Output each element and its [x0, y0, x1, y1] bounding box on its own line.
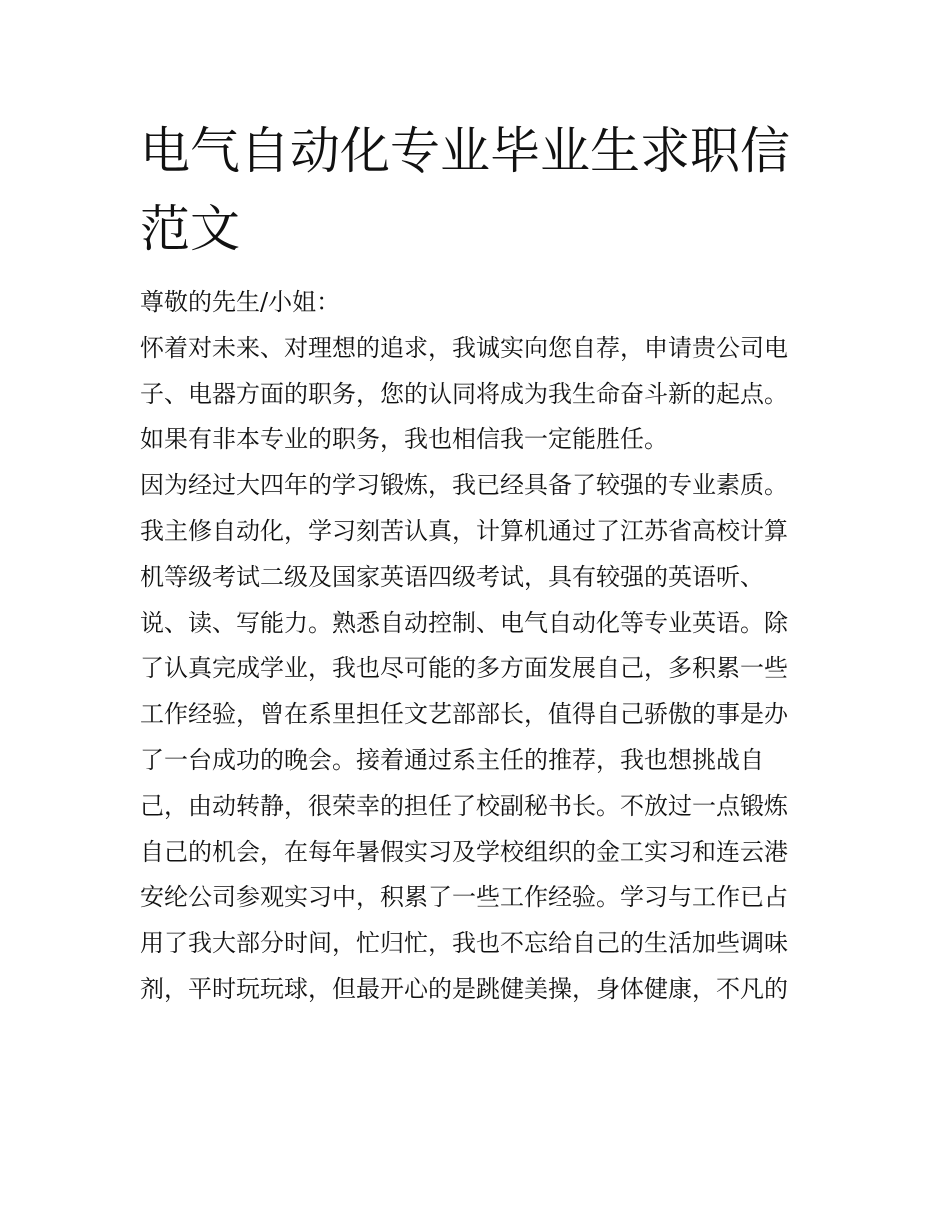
body-line: 安纶公司参观实习中，积累了一些工作经验。学习与工作已占 — [140, 883, 788, 912]
title-line: 电气自动化专业毕业生求职信 — [140, 122, 790, 180]
body-line: 因为经过大四年的学习锻炼，我已经具备了较强的专业素质。 — [140, 471, 788, 500]
body-line: 用了我大部分时间，忙归忙，我也不忘给自己的生活加些调味 — [140, 929, 788, 958]
document-title — [140, 112, 830, 268]
letter-body — [140, 280, 830, 1013]
body-line: 怀着对未来、对理想的追求，我诚实向您自荐，申请贵公司电 — [140, 333, 788, 362]
body-line: 说、读、写能力。熟悉自动控制、电气自动化等专业英语。除 — [140, 608, 788, 637]
body-line: 了一台成功的晚会。接着通过系主任的推荐，我也想挑战自 — [140, 745, 764, 774]
body-line: 自己的机会，在每年暑假实习及学校组织的金工实习和连云港 — [140, 837, 788, 866]
body-line: 子、电器方面的职务，您的认同将成为我生命奋斗新的起点。 — [140, 379, 788, 408]
body-line: 我主修自动化，学习刻苦认真，计算机通过了江苏省高校计算 — [140, 516, 788, 545]
title-line: 范文 — [140, 200, 240, 258]
body-line: 己，由动转静，很荣幸的担任了校副秘书长。不放过一点锻炼 — [140, 791, 788, 820]
salutation: 尊敬的先生/小姐： — [140, 288, 341, 316]
body-line: 了认真完成学业，我也尽可能的多方面发展自己，多积累一些 — [140, 654, 788, 683]
body-line: 机等级考试二级及国家英语四级考试，具有较强的英语听、 — [140, 562, 764, 591]
body-line: 工作经验，曾在系里担任文艺部部长，值得自己骄傲的事是办 — [140, 700, 788, 729]
body-line: 剂，平时玩玩球，但最开心的是跳健美操，身体健康，不凡的 — [140, 974, 788, 1003]
body-line: 如果有非本专业的职务，我也相信我一定能胜任。 — [140, 425, 668, 454]
